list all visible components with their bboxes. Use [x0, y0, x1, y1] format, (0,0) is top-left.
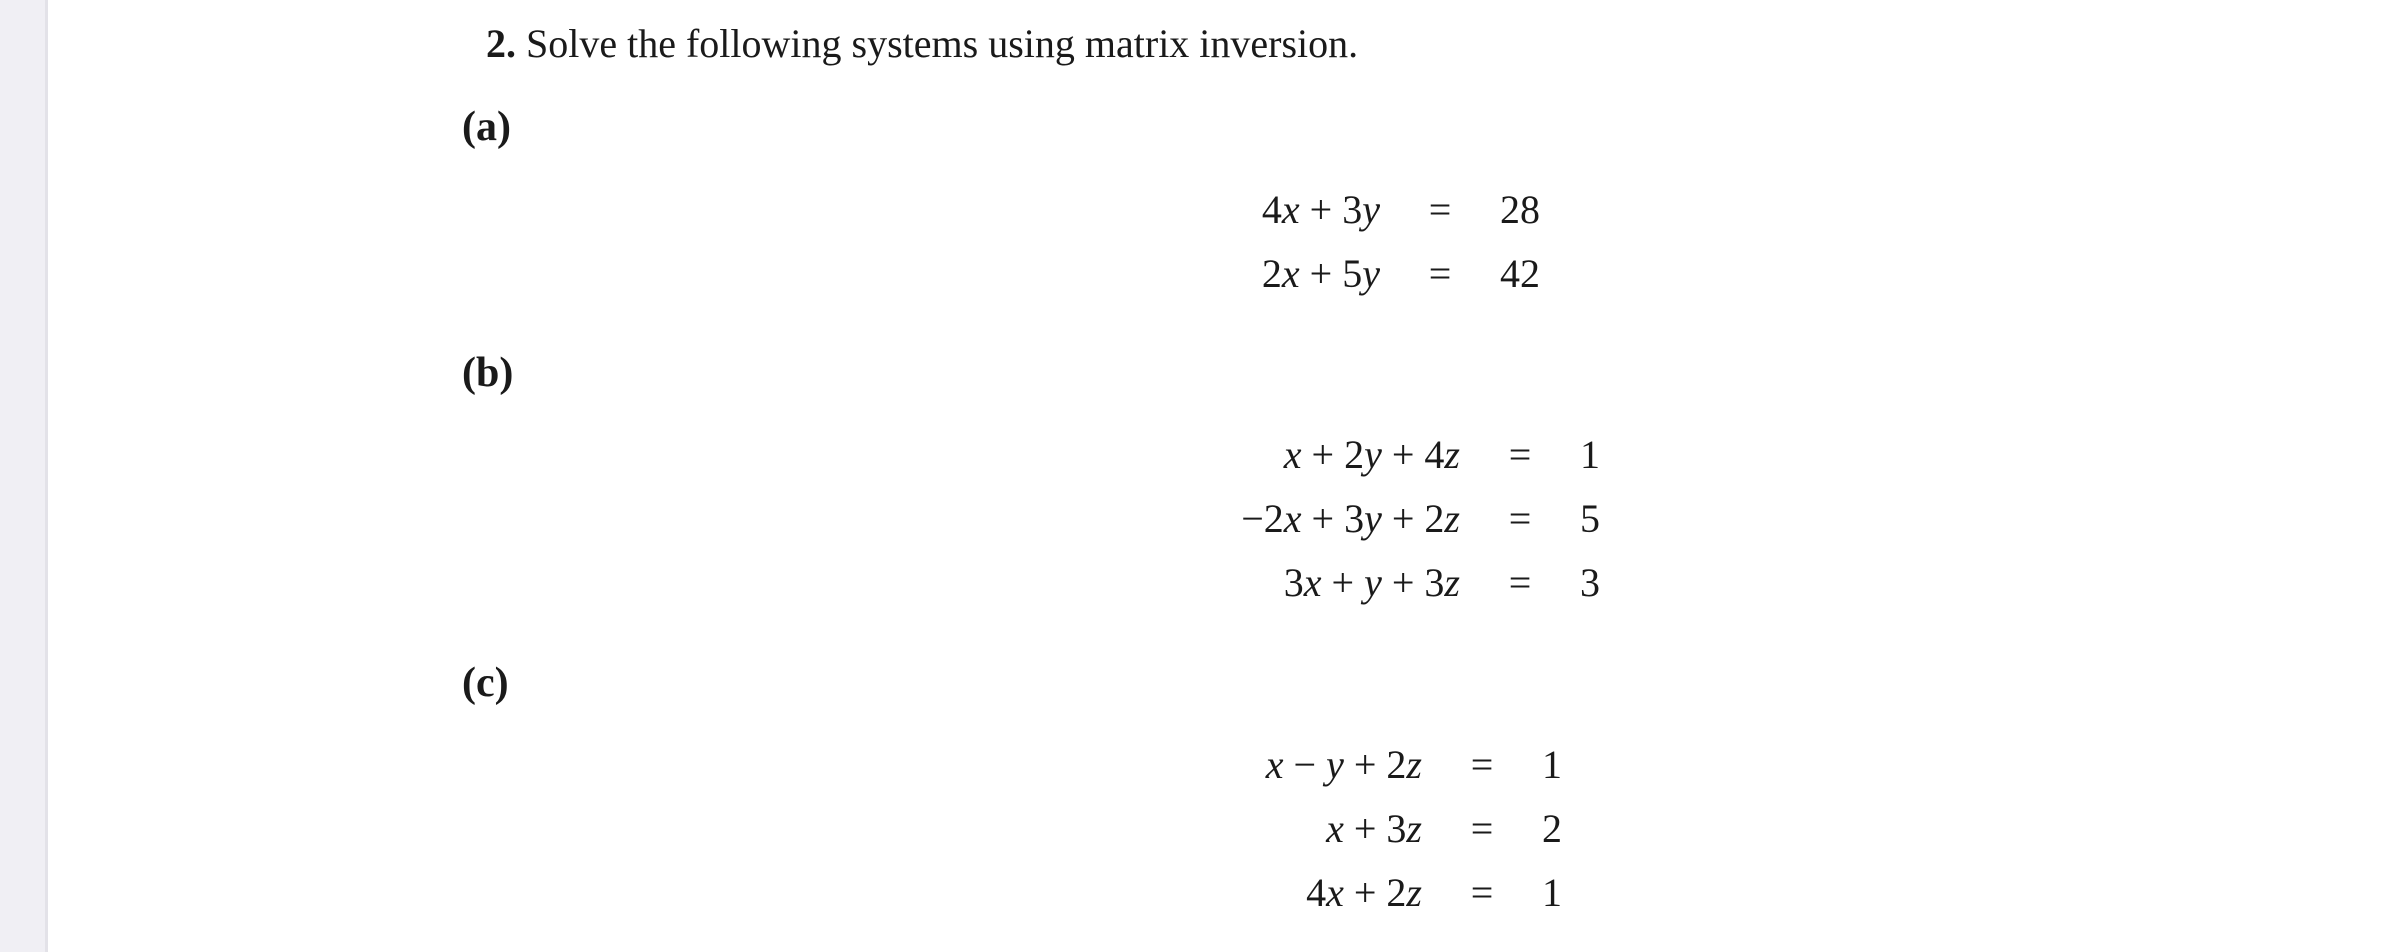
equation-row — [1241, 423, 1608, 487]
system-c — [1266, 733, 1570, 925]
equals-sign: = — [1508, 560, 1532, 605]
equation-rhs: 28 — [1500, 187, 1540, 232]
equals-sign: = — [1470, 870, 1494, 915]
system-b — [1241, 423, 1608, 615]
equals-sign: = — [1428, 187, 1452, 232]
equation-lhs: x + 2y + 4z — [1283, 432, 1460, 477]
problem-instruction: Solve the following systems using matrix inversion. — [526, 21, 1359, 66]
equation-lhs: 4x + 2z — [1306, 870, 1422, 915]
equation-lhs: 4x + 3y — [1261, 187, 1380, 232]
equation-row — [1266, 861, 1570, 925]
equation-row — [1241, 487, 1608, 551]
equation-rhs: 1 — [1580, 432, 1600, 477]
part-b-label: (b) — [462, 350, 514, 396]
problem-heading — [486, 14, 1358, 74]
equation-row — [1241, 551, 1608, 615]
equation-lhs: 2x + 5y — [1261, 251, 1380, 296]
equation-rhs: 2 — [1542, 806, 1562, 851]
problem-number: 2. — [486, 21, 516, 66]
equation-row — [1266, 797, 1570, 861]
equals-sign: = — [1508, 496, 1532, 541]
equation-lhs: x − y + 2z — [1265, 742, 1422, 787]
equation-lhs: 3x + y + 3z — [1283, 560, 1460, 605]
equation-lhs: x + 3z — [1326, 806, 1422, 851]
equation-lhs: −2x + 3y + 2z — [1241, 496, 1460, 541]
equation-rhs: 3 — [1580, 560, 1600, 605]
equation-rhs: 1 — [1542, 742, 1562, 787]
equals-sign: = — [1508, 432, 1532, 477]
equals-sign: = — [1428, 251, 1452, 296]
equals-sign: = — [1470, 806, 1494, 851]
equation-rhs: 5 — [1580, 496, 1600, 541]
equals-sign: = — [1470, 742, 1494, 787]
system-a — [1262, 178, 1556, 306]
equation-rhs: 1 — [1542, 870, 1562, 915]
equation-row — [1266, 733, 1570, 797]
equation-rhs: 42 — [1500, 251, 1540, 296]
equation-row — [1262, 178, 1556, 242]
part-a-label: (a) — [462, 104, 511, 150]
part-c-label: (c) — [462, 660, 509, 706]
left-margin-bar — [0, 0, 48, 952]
equation-row — [1262, 242, 1556, 306]
